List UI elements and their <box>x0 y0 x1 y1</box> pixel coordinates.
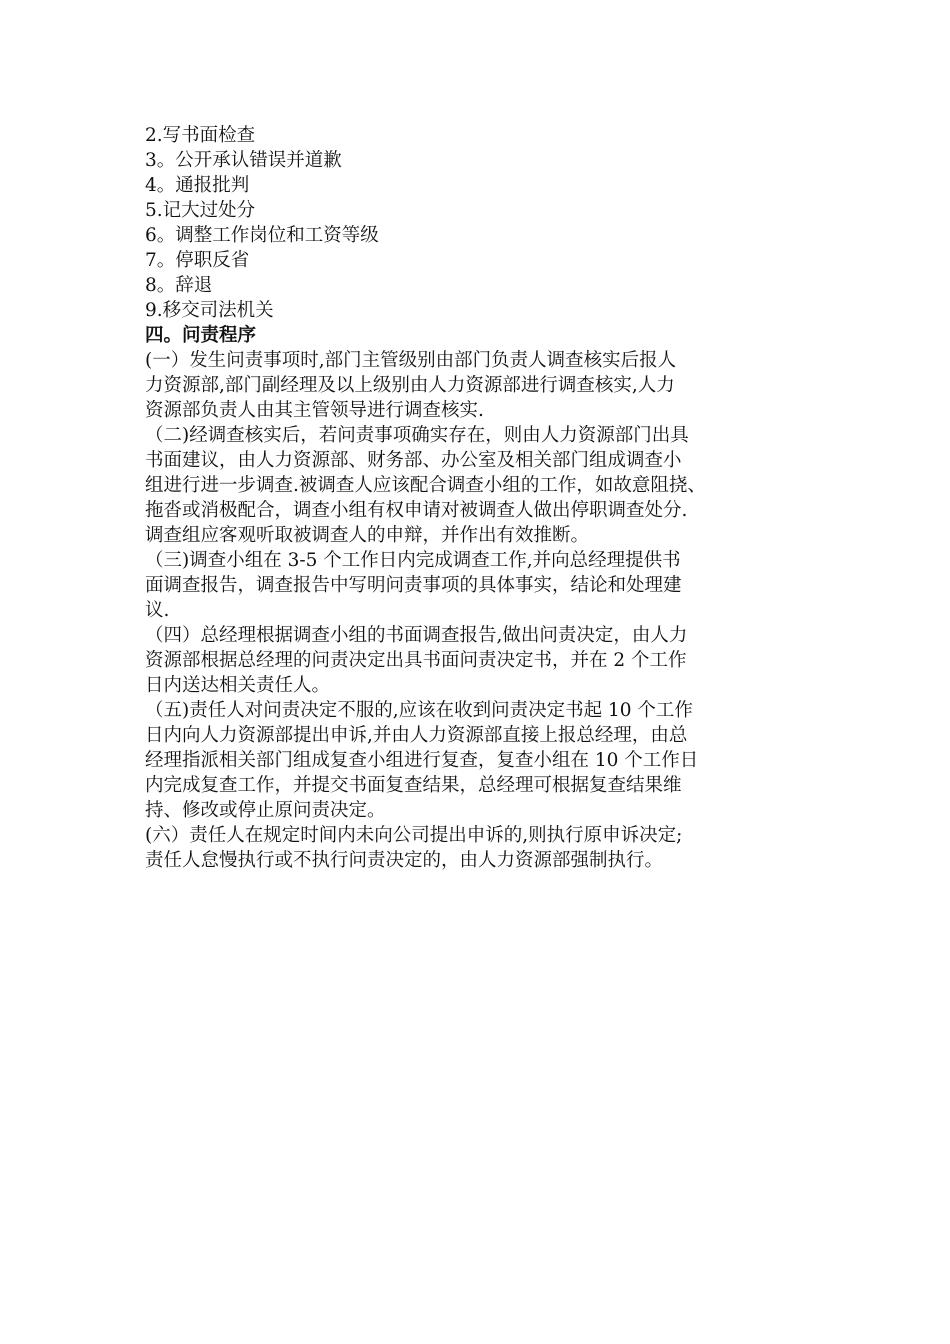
paragraph-5 <box>145 698 817 823</box>
list-item: 4。通报批判 <box>145 175 250 196</box>
list-item: 9.移交司法机关 <box>145 300 274 321</box>
paragraph-line: 面调查报告，调查报告中写明问责事项的具体事实，结论和处理建 <box>145 575 682 596</box>
paragraph-1 <box>145 348 817 423</box>
paragraph-4 <box>145 623 817 698</box>
list-item: 8。辞退 <box>145 275 213 296</box>
paragraph-line: 日内向人力资源部提出申诉,并由人力资源部直接上报总经理，由总 <box>145 725 688 746</box>
paragraph-line: 调查组应客观听取被调查人的申辩，并作出有效推断。 <box>145 525 590 546</box>
paragraph-line: 责任人怠慢执行或不执行问责决定的，由人力资源部强制执行。 <box>145 850 664 871</box>
list-item: 5.记大过处分 <box>145 200 256 221</box>
paragraph-line: 组进行进一步调查.被调查人应该配合调查小组的工作，如故意阻挠、 <box>145 475 706 496</box>
paragraph-3 <box>145 548 817 623</box>
list-item: 7。停职反省 <box>145 250 250 271</box>
paragraph-line: 资源部根据总经理的问责决定出具书面问责决定书，并在 2 个工作 <box>145 650 687 671</box>
paragraph-line: (一）发生问责事项时,部门主管级别由部门负责人调查核实后报人 <box>145 350 677 371</box>
list-item: 2.写书面检查 <box>145 125 256 146</box>
paragraph-line: （五)责任人对问责决定不服的,应该在收到问责决定书起 10 个工作 <box>145 700 693 721</box>
paragraph-line: 持、修改或停止原问责决定。 <box>145 800 386 821</box>
paragraph-6 <box>145 823 817 873</box>
paragraph-line: 日内送达相关责任人。 <box>145 675 331 696</box>
paragraph-line: 经理指派相关部门组成复查小组进行复查，复查小组在 10 个工作日 <box>145 750 699 771</box>
paragraph-line: 内完成复查工作，并提交书面复查结果，总经理可根据复查结果维 <box>145 775 682 796</box>
paragraph-line: 力资源部,部门副经理及以上级别由人力资源部进行调查核实,人力 <box>145 375 675 396</box>
list-item: 6。调整工作岗位和工资等级 <box>145 225 379 246</box>
paragraph-line: 资源部负责人由其主管领导进行调查核实. <box>145 400 484 421</box>
document-body <box>145 123 817 873</box>
section-heading: 四。问责程序 <box>145 325 257 346</box>
penalty-list <box>145 123 817 323</box>
paragraph-line: 书面建议，由人力资源部、财务部、办公室及相关部门组成调查小 <box>145 450 682 471</box>
paragraph-line: 拖沓或消极配合，调查小组有权申请对被调查人做出停职调查处分. <box>145 500 688 521</box>
paragraph-2 <box>145 423 817 548</box>
paragraph-line: (六）责任人在规定时间内未向公司提出申诉的,则执行原申诉决定; <box>145 825 683 846</box>
paragraph-line: （二)经调查核实后，若问责事项确实存在，则由人力资源部门出具 <box>145 425 689 446</box>
paragraph-line: （四）总经理根据调查小组的书面调查报告,做出问责决定，由人力 <box>145 625 688 646</box>
list-item: 3。公开承认错误并道歉 <box>145 150 342 171</box>
paragraph-line: （三)调查小组在 3-5 个工作日内完成调查工作,并向总经理提供书 <box>145 550 681 571</box>
paragraph-line: 议. <box>145 600 170 621</box>
